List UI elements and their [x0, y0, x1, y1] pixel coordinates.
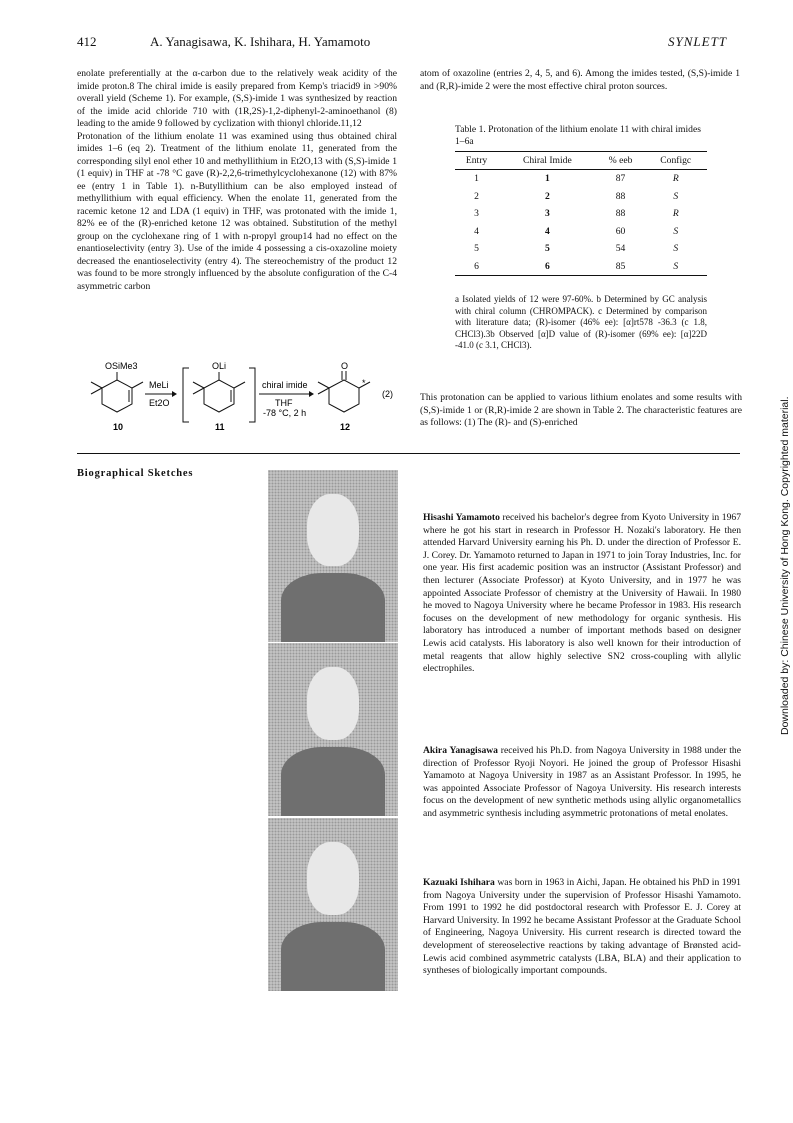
cell-config: S: [673, 260, 679, 272]
oli-label: OLi: [212, 361, 227, 371]
cell-entry: 6: [474, 260, 479, 272]
bio-name: Hisashi Yamamoto: [423, 512, 500, 523]
compound-11-structure: [193, 372, 245, 412]
cell-imide: 4: [544, 225, 550, 237]
cell-imide: 2: [544, 190, 550, 202]
cell-entry: 3: [474, 208, 479, 220]
table-row: [455, 240, 707, 258]
cell-config: S: [673, 190, 679, 202]
cell-ee: 87: [615, 173, 626, 185]
journal-name: SYNLETT: [668, 34, 728, 49]
ketone-o-label: O: [341, 361, 349, 371]
table-row: [455, 170, 707, 188]
bio-text: was born in 1963 in Aichi, Japan. He obtained his PhD in 1991 from Nagoya University under the supervision of Professor Hisashi Yamamoto. From 1991 to 1992 he did postdoctoral research with Professor E. J. Corey at Harvard University. In 1992 he became Assistant Professor at the Graduate School of Engineering, Nagoya University. His current research is directed toward the development of stereoselective reactions by taking advantage of Brønsted acid-Lewis acid combined asymmetric catalysts (LBA, BLA) and their application to syntheses of biologically important compounds.: [423, 877, 741, 977]
portrait-photo-yanagisawa: [268, 643, 398, 816]
label-10: 10: [113, 422, 124, 432]
equation-number: (2): [382, 389, 393, 399]
bio-yanagisawa: [423, 745, 741, 821]
table-1-grid: [455, 151, 707, 276]
cell-ee: 60: [615, 225, 626, 237]
cell-entry: 4: [474, 225, 479, 237]
bio-ishihara: [423, 877, 741, 978]
portrait-photo-ishihara: [268, 818, 398, 991]
cell-config: S: [673, 243, 679, 255]
reaction-scheme: [77, 360, 417, 435]
portrait-photo-yamamoto: [268, 470, 398, 642]
bio-name: Kazuaki Ishihara: [423, 877, 495, 888]
cell-entry: 5: [474, 243, 479, 255]
compound-10-structure: [91, 372, 143, 412]
header-entry: Entry: [465, 155, 488, 166]
right-column-continued-text: This protonation can be applied to various lithium enolates and some results with (S,S)-imide 1 or (R,R)-imide 2 are shown in Table 2. The characteristic features are as follows: (1) The (R)- and (S)-enriched: [420, 392, 742, 428]
download-notice: Downloaded by: Chinese University of Hong Kong. Copyrighted material.: [779, 396, 791, 735]
reagent-et2o: Et2O: [149, 398, 170, 408]
table-title: Table 1. Protonation of the lithium enolate 11 with chiral imides 1–6a: [455, 124, 701, 147]
left-column-text: [77, 68, 397, 293]
cell-entry: 2: [474, 190, 479, 202]
reagent-conditions: -78 °C, 2 h: [263, 408, 307, 418]
page-number: 412: [77, 34, 97, 49]
header-config: Configc: [660, 155, 692, 166]
cell-imide: 5: [544, 243, 550, 255]
table-row: [455, 205, 707, 223]
reagent-chiral-imide: chiral imide: [262, 380, 308, 390]
section-divider: [77, 453, 740, 454]
cell-imide: 1: [544, 173, 550, 185]
cell-ee: 85: [615, 260, 626, 272]
cell-config: S: [673, 225, 679, 237]
cell-ee: 54: [615, 243, 626, 255]
svg-text:*: *: [362, 378, 366, 388]
running-authors: A. Yanagisawa, K. Ishihara, H. Yamamoto: [150, 34, 371, 49]
cell-ee: 88: [615, 208, 626, 220]
cell-imide: 3: [544, 208, 550, 220]
cell-imide: 6: [544, 260, 550, 272]
label-12: 12: [340, 422, 351, 432]
cell-ee: 88: [615, 190, 626, 202]
section-title: Biographical Sketches: [77, 468, 194, 479]
paragraph: Protonation of the lithium enolate 11 was examined using thus obtained chiral imides 1–6 (eq 2). Treatment of the lithium enolate 11, generated from the corresponding silyl enol ether 10 and methyllithium in Et2O,13 with (S,S)-imide 1 (1 equiv) in THF at -78 °C gave (R)-2,2,6-trimethylcyclohexanone (12) with 87% ee (entry 1 in Table 1). n-Butyllithium can be also employed instead of methyllithium with equal efficiency. When the enolate 11, generated from the racemic ketone 12 and LDA (1 equiv) in THF, was protonated with the imide 1, 82% ee of the (R)-enriched ketone 12 was obtained. Substitution of the methyl group on the cyclohexane ring of 1 with n-propyl group14 had no effect on the enantioselectivity (entry 3). Use of the imide 4 possessing a cis-oxazoline moiety decreased the enantioselectivity (entry 4). The stereochemistry of the product 12 was found to be more strongly influenced by the absolute configuration of the C-4 asymmetric carbon: [77, 130, 397, 292]
bio-yamamoto: [423, 512, 741, 676]
header-chiral-imide: Chiral Imide: [522, 155, 572, 166]
cell-entry: 1: [474, 173, 479, 185]
cell-config: R: [672, 208, 679, 220]
cell-config: R: [672, 173, 679, 185]
bio-text: received his Ph.D. from Nagoya University in 1988 under the direction of Professor Ryoji Noyori. He joined the group of Professor Hisashi Yamamoto at Nagoya University in 1987 as an Assistant Professor. In 1995, he was appointed Associate Professor of Nagoya University. His research interests focus on the development of new synthetic methods using allylic organometallics and asymmetric synthesis including asymmetric protonations of metal enolates.: [423, 745, 741, 819]
bio-text: received his bachelor's degree from Kyoto University in 1967 where he got his start in research in Professor H. Nozaki's laboratory. He then attended Harvard University earning his Ph. D. under the direction of Professor E. J. Corey. Dr. Yamamoto returned to Japan in 1971 to join Toray Industries, Inc. for one year. His first academic position was an instructor (Assistant Professor) and then lecturer (Associate Professor) at Kyoto University, and in 1977 he was appointed Associate Professor of chemistry at the University of Hawaii. In 1980 he moved to Nagoya University where he became Professor in 1983. His research focuses on the development of new methodology for organic synthesis. His laboratory has introduced a number of important methods based on designer Lewis acid catalysts. His laboratory is also well known for their introduction of metal reagents that allow highly selective SN2 cross-coupling with allylic electrophiles.: [423, 512, 741, 675]
header-ee: % eeb: [608, 155, 633, 166]
reagent-thf: THF: [275, 398, 293, 408]
right-column-top-text: atom of oxazoline (entries 2, 4, 5, and 6). Among the imides tested, (S,S)-imide 1 and (R,R)-imide 2 were the most effective chiral proton sources.: [420, 68, 740, 92]
table-row: [455, 258, 707, 276]
paragraph: enolate preferentially at the α-carbon due to the relatively weak acidity of the imide proton.8 The chiral imide is easily prepared from Kemp's triacid9 in >90% overall yield (Scheme 1). For example, (S,S)-imide 1 was synthesized by reaction of the imide acid chloride 710 with (1R,2S)-1,2-diphenyl-2-aminoethanol (8) leading to the amide 9 followed by cyclization with thionyl chloride.11,12: [77, 68, 397, 129]
silyl-label: OSiMe3: [105, 361, 138, 371]
table-row: [455, 223, 707, 241]
table-footnotes: a Isolated yields of 12 were 97-60%. b Determined by GC analysis with chiral column (CHROMPACK). c Determined by comparison with literature data; (R)-isomer (46% ee): [α]rt578 -36.3 (c 1.8, CHCl3).3b Observed [α]D value of (R)-isomer (69% ee): [α]22D -41.0 (c 3.1, CHCl3).: [455, 294, 707, 351]
table-1: [455, 124, 707, 276]
reagent-meli: MeLi: [149, 380, 169, 390]
table-row: [455, 188, 707, 206]
bio-name: Akira Yanagisawa: [423, 745, 498, 756]
label-11: 11: [215, 422, 225, 432]
table-header-row: [455, 152, 707, 170]
